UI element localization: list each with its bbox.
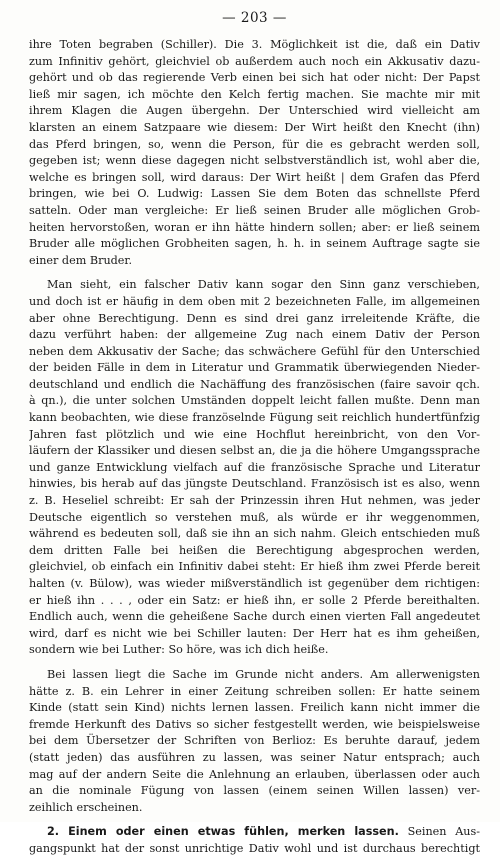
paragraph-gap [29,659,480,667]
text-line: Bruder alle möglichen Grobheiten sagen, h. h. in seinem Auftrage sagte sie [29,237,480,251]
paragraph-gap [29,269,480,277]
text-line: kann beobachten, wie diese französelnde Fügung seit reichlich hundertfünfzig [29,411,480,425]
text-line: ihre Toten begraben (Schiller). Die 3. Möglichkeit ist die, daß ein Dativ [29,38,480,51]
text-line: Endlich auch, wenn die geheißene Sache durch einen vierten Fall angedeutet [29,610,480,624]
text-line: fremde Herkunft des Dativs so sicher festgestellt werden, wie beispielsweise [29,717,480,731]
text-line: gegeben ist; wenn diese dagegen nicht selbstverständlich ist, wohl aber die, [29,154,480,168]
text-line: hätte z. B. ein Lehrer in einer Zeitung schreiben sollen: Er hatte seinem [29,684,480,698]
text-line: Deutsche eigentlich so verstehen muß, als würde er ihr weggenommen, [29,510,480,524]
text-line: ließ mir sagen, ich möchte den Kelch fertig machen. Sie machte mir mit [29,87,480,101]
text-line: das Pferd bringen, so, wenn die Person, für die es gebracht werden soll, [29,137,480,151]
text-line: à qn.), die unter solchen Umständen doppelt leicht fallen mußte. Denn man [29,394,480,408]
text-line: zum Infinitiv gehört, gleichviel ob außerdem auch noch ein Akkusativ dazu- [29,54,480,68]
text-line: aber ohne Berechtigung. Denn es sind drei ganz irreleitende Kräfte, die [29,311,480,325]
paragraph-3 [29,667,480,816]
text-line: Man sieht, ein falscher Dativ kann sogar den Sinn ganz verschieben, [47,278,480,292]
paragraph-4 [29,824,480,857]
text-line: und ganze Entwicklung vielfach auf die französische Sprache und Literatur [29,460,480,474]
text-line: Kinde (statt sein Kind) nichts lernen lassen. Freilich kann nicht immer die [29,701,480,715]
text-line: heiten hervorstoßen, woran er ihn hätte hindern sollen; aber: er ließ seinem [29,220,480,234]
text-line: gehört und ob das regierende Verb einen bei sich hat oder nicht: Der Papst [29,71,480,85]
text-line: deutschland und endlich die Nachäffung des französischen (faire savoir qch. [29,377,480,391]
text-line [29,824,480,841]
paragraph-gap [29,816,480,824]
paragraph-1 [29,37,480,269]
text-line: und doch ist er häufig in dem oben mit 2 bezeichneten Falle, im allgemeinen [29,294,480,308]
text-line: halten (v. Bülow), was wieder mißverständlich ist gegenüber dem richtigen: [29,577,480,590]
text-line: bei dem Übersetzer der Schriften von Berlioz: Es beruhte darauf, jedem [29,734,480,748]
text-line: gleichviel, ob einfach ein Infinitiv dabei steht: Er hieß ihm zwei Pferde bereit [29,560,480,574]
text-line: einer dem Bruder. [29,253,133,267]
text-line: zeihlich erscheinen. [29,800,143,814]
text-line: an die nominale Fügung von lassen (einem seinen Willen lassen) ver- [29,784,480,798]
text-line: er hieß ihn . . . , oder ein Satz: er hieß ihn, er solle 2 Pferde bereithalten. [29,593,480,607]
text-line: hinwies, bis herab auf das jüngste Deutschland. Französisch ist es also, wenn [29,477,480,491]
paragraph-2 [29,277,480,659]
text-line: bringen, wie bei O. Ludwig: Lassen Sie dem Boten das schnellste Pferd [29,187,480,201]
text-line: klarsten an einem Satzpaare wie diesem: Der Wirt heißt den Knecht (ihn) [29,120,480,134]
text-line: z. B. Heseliel schreibt: Er sah der Prinzessin ihren Hut nehmen, was jeder [29,494,480,508]
text-line: dazu verführt haben: der allgemeine Zug nach einem Dativ der Person [29,328,480,342]
text-line: mag auf der andern Seite die Anlehnung an erlauben, überlassen oder auch [29,767,480,781]
section-heading: 2. Einem oder einen etwas fühlen, merken lassen. [47,825,399,839]
text-line: während es bedeuten soll, daß sie ihn an sich nahm. Gleich entschieden muß [29,527,480,541]
text-line: Jahren fast plötzlich und wie eine Hochflut hereinbricht, von den Vor- [29,427,480,441]
text-line: läufern der Klassiker und diesen selbst an, die ja die höhere Umgangssprache [29,444,480,458]
text-line: der beiden Fälle in dem in Literatur und Grammatik überwiegenden Nieder- [29,361,480,375]
text-line: gangspunkt hat der sonst unrichtige Dativ wohl und ist durchaus berechtigt [29,841,480,855]
text-line: (statt jeden) das ausführen zu lassen, was seiner Natur entsprach; auch [29,750,480,764]
text-line: dem dritten Falle bei heißen die Berechtigung abgesprochen werden, [29,543,480,557]
text-line: neben dem Akkusativ der Sache; das schwächere Gefühl für den Unterschied [29,344,480,358]
text-line: wird, darf es nicht wie bei Schiller lauten: Der Herr hat es ihm geheißen, [29,626,480,640]
text-fragment: Seinen Aus- [398,825,480,839]
text-line: Bei lassen liegt die Sache im Grunde nicht anders. Am allerwenigsten [47,667,480,681]
page-number: — 203 — [222,10,287,26]
text-line: satteln. Oder man vergleiche: Er ließ seinen Bruder alle möglichen Grob- [29,203,480,217]
text-line: welche es bringen soll, wird daraus: Der Wirt heißt | dem Grafen das Pferd [29,170,480,184]
text-line: sondern wie bei Luther: So höre, was ich dich heiße. [29,643,329,657]
text-line: ihrem Klagen die Augen übergehn. Der Unterschied wird vielleicht am [29,104,480,118]
body-text [29,37,480,858]
